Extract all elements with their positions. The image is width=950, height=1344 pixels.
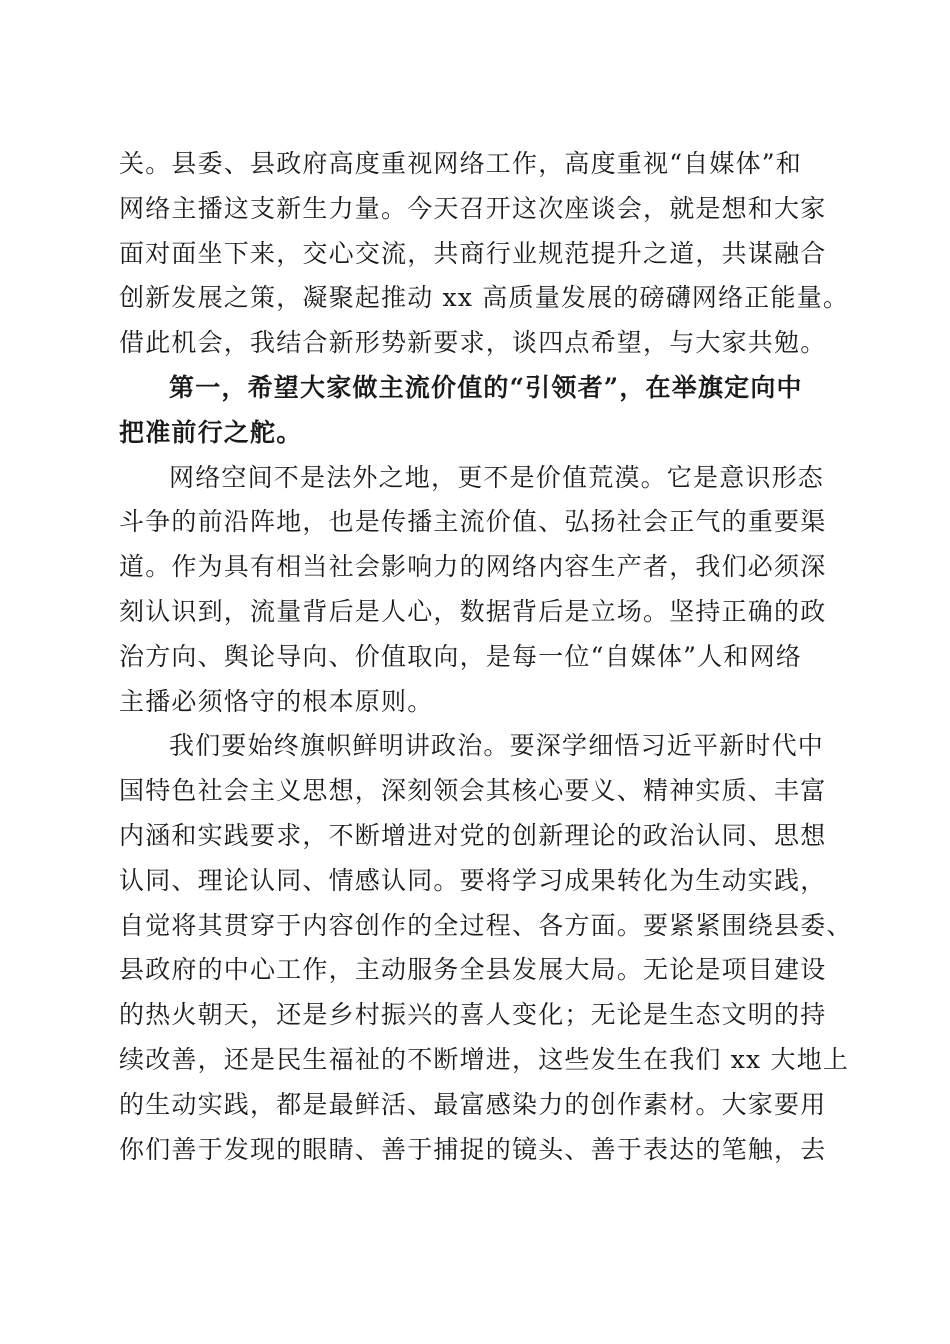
text-line: 创新发展之策，凝聚起推动 xx 高质量发展的磅礴网络正能量。 xyxy=(119,283,850,313)
text-line: 续改善，还是民生福祉的不断增进，这些发生在我们 xx 大地上 xyxy=(119,1044,850,1074)
text-line: 主播必须恪守的根本原则。 xyxy=(119,686,434,716)
text-line: 网络主播这支新生力量。今天召开这次座谈会，就是想和大家 xyxy=(119,193,827,223)
body-text xyxy=(119,142,854,1172)
text-line: 关。县委、县政府高度重视网络工作，高度重视“自媒体”和 xyxy=(119,149,802,178)
text-line: 自觉将其贯穿于内容创作的全过程、各方面。要紧紧围绕县委、 xyxy=(119,910,853,940)
text-line: 国特色社会主义思想，深刻领会其核心要义、精神实质、丰富 xyxy=(119,776,827,806)
text-line: 道。作为具有相当社会影响力的网络内容生产者，我们必须深 xyxy=(119,552,827,582)
text-line: 内涵和实践要求，不断增进对党的创新理论的政治认同、思想 xyxy=(119,820,827,850)
heading-line: 把准前行之舵。 xyxy=(119,417,303,447)
text-line: 网络空间不是法外之地，更不是价值荒漠。它是意识形态 xyxy=(169,462,825,492)
text-line: 面对面坐下来，交心交流，共商行业规范提升之道，共谋融合 xyxy=(119,238,827,268)
text-line: 借此机会，我结合新形势新要求，谈四点希望，与大家共勉。 xyxy=(119,328,827,358)
text-line: 的热火朝天，还是乡村振兴的喜人变化；无论是生态文明的持 xyxy=(119,1000,827,1030)
section-heading-first xyxy=(119,366,854,456)
paragraph-politics xyxy=(119,724,854,1172)
text-line: 治方向、舆论导向、价值取向，是每一位“自媒体”人和网络 xyxy=(119,641,802,671)
text-line: 的生动实践，都是最鲜活、最富感染力的创作素材。大家要用 xyxy=(119,1089,827,1119)
text-line: 我们要始终旗帜鲜明讲政治。要深学细悟习近平新时代中 xyxy=(169,731,825,761)
text-line: 你们善于发现的眼睛、善于捕捉的镜头、善于表达的笔触，去 xyxy=(119,1134,827,1164)
heading-line: 第一，希望大家做主流价值的“引领者”，在举旗定向中 xyxy=(169,372,803,402)
paragraph-cyberspace xyxy=(119,456,854,725)
text-line: 认同、理论认同、情感认同。要将学习成果转化为生动实践， xyxy=(119,865,827,895)
text-line: 刻认识到，流量背后是人心，数据背后是立场。坚持正确的政 xyxy=(119,596,827,626)
text-line: 县政府的中心工作，主动服务全县发展大局。无论是项目建设 xyxy=(119,955,827,985)
paragraph-intro xyxy=(119,142,854,366)
text-line: 斗争的前沿阵地，也是传播主流价值、弘扬社会正气的重要渠 xyxy=(119,507,827,537)
